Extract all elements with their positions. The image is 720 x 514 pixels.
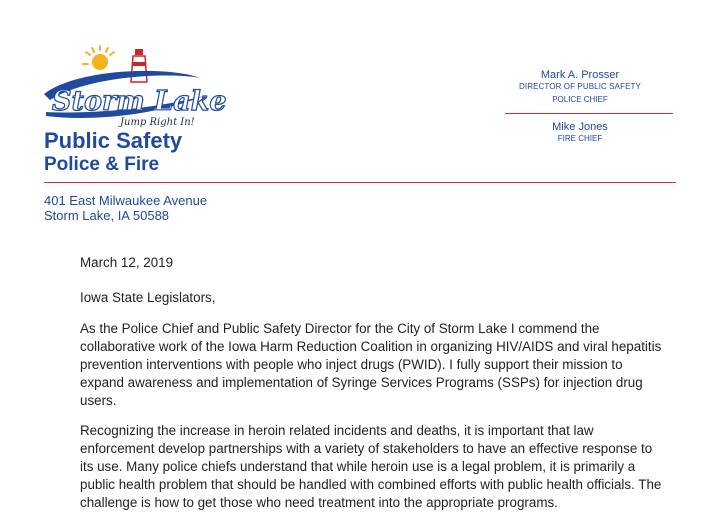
- address-line-2: Storm Lake, IA 50588: [44, 208, 170, 223]
- letter-date: March 12, 2019: [80, 255, 174, 270]
- storm-lake-logo: [38, 42, 227, 128]
- logo-tagline: Jump Right In!: [120, 117, 195, 128]
- department-name: Public Safety: [44, 128, 183, 153]
- officials-divider: [505, 113, 673, 114]
- letterhead-divider: [44, 182, 676, 183]
- official-title: POLICE CHIEF: [552, 95, 608, 104]
- letter-salutation: Iowa State Legislators,: [80, 290, 216, 305]
- logo-script-text: Storm Lake: [52, 86, 227, 117]
- sun-icon: [83, 46, 114, 70]
- letter-paragraph: Recognizing the increase in heroin related incidents and deaths, it is important that law enforcement develop partnerships with a variety of stakeholders to have an effective response to its use. Many police chiefs understand that while heroin use is a legal problem, it is primarily a public health problem that should be handled with combined efforts with public health officials. The challenge is how to get those who need treatment into the appropriate programs.: [80, 423, 662, 510]
- address-line-1: 401 East Milwaukee Avenue: [44, 193, 208, 208]
- official-name-jones: Mike Jones: [552, 121, 608, 133]
- official-title: FIRE CHIEF: [557, 134, 603, 143]
- official-name-prosser: Mark A. Prosser: [540, 69, 620, 81]
- official-title: DIRECTOR OF PUBLIC SAFETY: [519, 82, 641, 91]
- department-subtitle: Police & Fire: [44, 154, 160, 175]
- letter-paragraph: As the Police Chief and Public Safety Director for the City of Storm Lake I commend the collaborative work of the Iowa Harm Reduction Coalition in organizing HIV/AIDS and viral hepatitis prevention interventions with people who inject drugs (PWID). I fully support their mission to expand awareness and implementation of Syringe Services Programs (SSPs) for injection drug users.: [80, 321, 662, 408]
